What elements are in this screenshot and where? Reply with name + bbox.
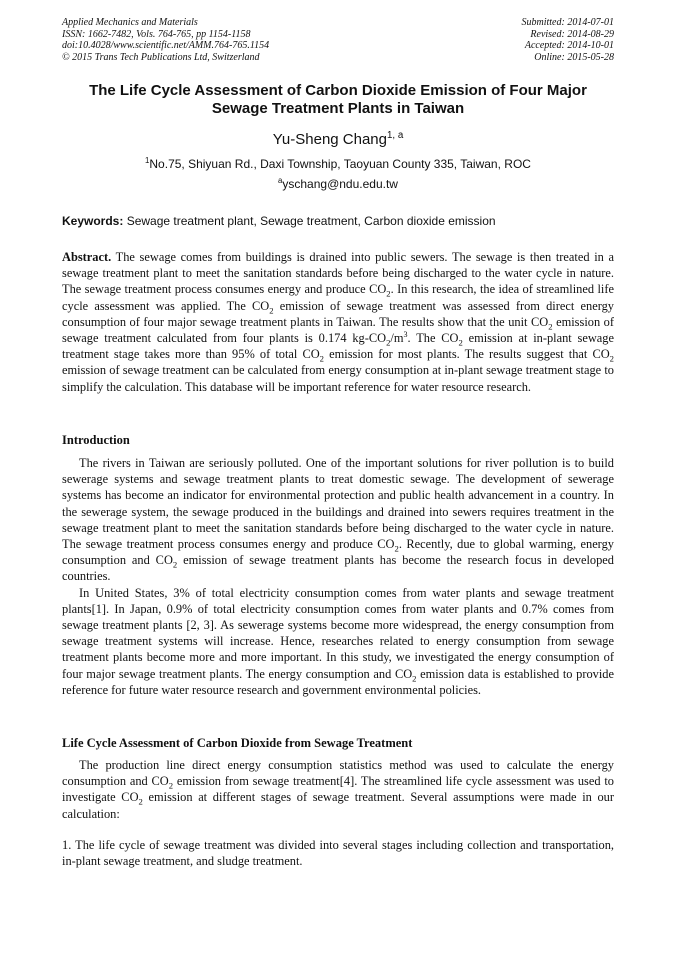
subscript: 2 xyxy=(386,337,391,348)
subscript: 2 xyxy=(609,353,614,364)
date-info xyxy=(522,17,615,63)
abstract-text: emission of sewage treatment calculated from four plants is 0.174 kg-CO xyxy=(62,314,615,346)
abstract-text: emission for most plants. The results suggest that CO xyxy=(324,347,610,362)
subscript: 2 xyxy=(269,305,274,316)
author-email xyxy=(62,177,614,192)
keywords-text: Sewage treatment plant, Sewage treatment, Carbon dioxide emission xyxy=(123,214,496,228)
abstract-text: The sewage comes from buildings is drained into public sewers. The sewage is then treated in a sewage treatment plant to meet the sanitation standards before being discharged to the water cycle in nature. The sewage treatment process consumes energy and produce CO xyxy=(62,250,614,297)
copyright-line: © 2015 Trans Tech Publications Ltd, Switzerland xyxy=(62,51,260,63)
author-superscript: 1, a xyxy=(387,130,404,141)
subscript: 2 xyxy=(319,353,324,364)
affiliation-superscript: 1 xyxy=(145,156,150,165)
lca-paragraph-1 xyxy=(62,757,614,822)
submitted-date: Submitted: 2014-07-01 xyxy=(521,17,614,28)
abstract-text: . In this research, the idea of streamlined life cycle assessment was applied. The CO xyxy=(62,282,614,313)
subscript: 2 xyxy=(548,321,553,332)
lca-heading: Life Cycle Assessment of Carbon Dioxide from Sewage Treatment xyxy=(62,736,413,750)
paragraph-text: In United States, 3% of total electricity consumption comes from water plants and sewage treatment plants[1]. In Japan, 0.9% of total electricity consumption comes from water plants and 0.7% comes from sewage treatment plants [2, 3]. As sewerage systems become more widespread, the energy consumption from sewage treatment systems will increase. Hence, researches related to energy consumption from sewage treatment plants become more and more important. In this study, we investigated the energy consumption of four major sewage treatment plants. The energy consumption and CO xyxy=(62,585,614,681)
affiliation-text: No.75, Shiyuan Rd., Daxi Township, Taoyuan County 335, Taiwan, ROC xyxy=(149,157,531,171)
abstract xyxy=(62,249,614,395)
subscript: 2 xyxy=(172,559,178,570)
subscript: 2 xyxy=(394,543,399,554)
paragraph-text: emission of sewage treatment plants has become the research focus in developed countries. xyxy=(62,553,614,584)
journal-info xyxy=(62,17,269,63)
abstract-text: emission at in-plant sewage treatment stage takes more than 95% of total CO xyxy=(62,331,614,362)
subscript: 2 xyxy=(458,337,463,348)
subscript: 2 xyxy=(168,780,174,791)
doi-line: doi:10.4028/www.scientific.net/AMM.764-765.1154 xyxy=(62,40,270,51)
subscript: 2 xyxy=(386,288,391,299)
title-line-1: The Life Cycle Assessment of Carbon Dioxide Emission of Four Major xyxy=(89,82,587,99)
introduction-paragraph-2 xyxy=(62,585,614,698)
abstract-text: emission of sewage treatment can be calculated from energy consumption at in-plant sewage treatment stage to simplify the calculation. This database will be important reference for water resource research. xyxy=(62,363,614,394)
abstract-label: Abstract. xyxy=(62,250,112,264)
author-line xyxy=(62,131,614,149)
email-superscript: a xyxy=(278,176,283,185)
affiliation xyxy=(62,157,614,172)
subscript: 2 xyxy=(138,796,143,807)
introduction-paragraph-1 xyxy=(62,455,614,585)
online-date: Online: 2015-05-28 xyxy=(534,51,614,63)
introduction-heading: Introduction xyxy=(62,433,130,447)
email-text: yschang@ndu.edu.tw xyxy=(282,177,398,191)
lca-section xyxy=(62,757,614,822)
assumption-list xyxy=(62,837,614,869)
introduction-section xyxy=(62,455,614,698)
revised-date: Revised: 2014-08-29 xyxy=(530,28,614,40)
paragraph-text: The rivers in Taiwan are seriously polluted. One of the important solutions for river pollution is to build sewerage systems and sewage treatment plants to treat domestic sewage. The development of sewerage systems has become an indicator for environmental protection and public health advancement in a country. In the sewerage system, the sewage produced in the buildings and drained into sewers requires treatment in the sewage treatment plant to meet the sanitation standards before being discharged to the water cycle in nature. The sewage treatment process consumes energy and produce CO xyxy=(62,456,614,552)
issn-line: ISSN: 1662-7482, Vols. 764-765, pp 1154-1158 xyxy=(62,28,251,40)
subscript: 2 xyxy=(412,673,417,684)
paragraph-text: The production line direct energy consumption statistics method was used to calculate the energy consumption and CO xyxy=(62,758,614,789)
author-name: Yu-Sheng Chang xyxy=(272,131,387,148)
journal-name: Applied Mechanics and Materials xyxy=(62,17,198,28)
assumption-item-1: 1. The life cycle of sewage treatment was divided into several stages including collection and transportation, in-plant sewage treatment, and sludge treatment. xyxy=(62,838,614,869)
abstract-text: emission of sewage treatment was assessed from direct energy consumption of four major sewage treatment plants in Taiwan. The results show that the unit CO xyxy=(62,298,614,329)
paper-title xyxy=(62,82,614,118)
superscript: 3 xyxy=(403,329,408,339)
accepted-date: Accepted: 2014-10-01 xyxy=(524,40,614,51)
paragraph-text: . Recently, due to global warming, energy consumption and CO xyxy=(62,537,614,568)
paragraph-text: emission from sewage treatment[4]. The streamlined life cycle assessment was used to investigate CO xyxy=(62,774,614,805)
keywords xyxy=(62,214,614,229)
paragraph-text: emission at different stages of sewage treatment. Several assumptions were made in our calculation: xyxy=(62,790,614,821)
paragraph-text: emission data is established to provide reference for future water resource research and government environmental policies. xyxy=(62,666,614,697)
title-line-2: Sewage Treatment Plants in Taiwan xyxy=(211,100,465,117)
keywords-label: Keywords: xyxy=(62,214,124,228)
abstract-text: /m xyxy=(390,331,404,346)
abstract-text: . The CO xyxy=(407,331,459,346)
